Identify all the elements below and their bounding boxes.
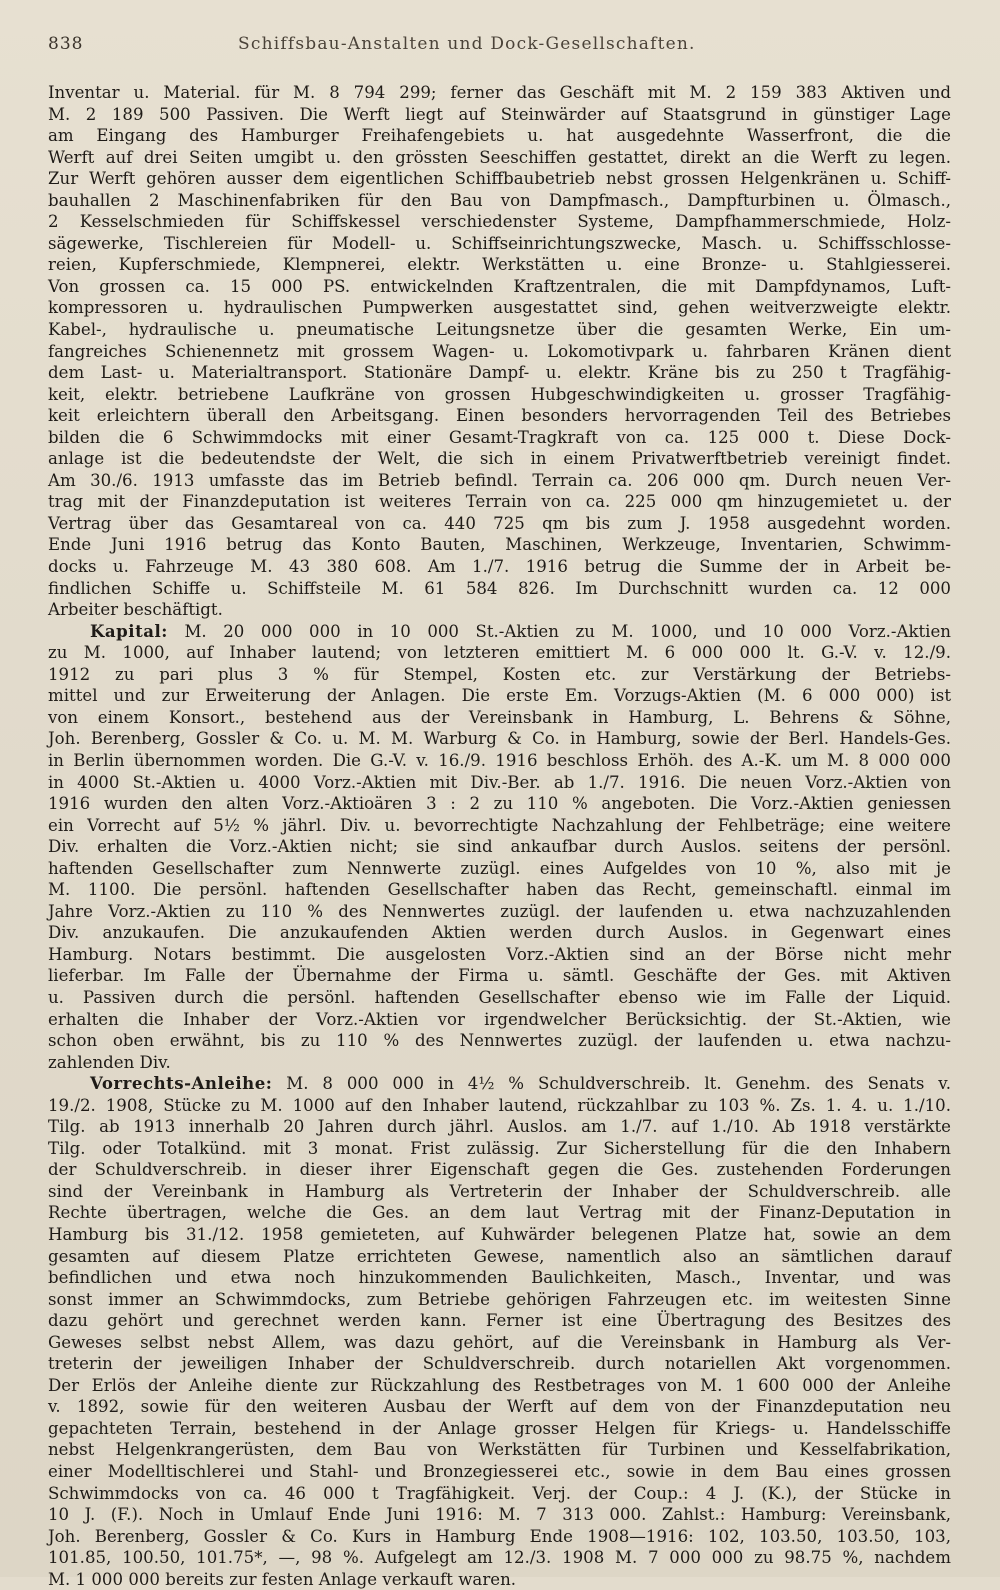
description-line: sägewerke, Tischlereien für Modell- u. Schiffseinrichtungszwecke, Masch. u. Schiffsschlosse- xyxy=(48,233,951,253)
anleihe-line: einer Modelltischlerei und Stahl- und Bronzegiesserei etc., sowie in dem Bau eines grossen xyxy=(48,1462,951,1481)
description-line: M. 2 189 500 Passiven. Die Werft liegt auf Steinwärder auf Staatsgrund in günstiger Lage xyxy=(48,104,951,124)
running-head: Schiffsbau-Anstalten und Dock-Gesellschaften. xyxy=(238,34,696,54)
kapital-line: M. 1100. Die persönl. haftenden Gesellschafter haben das Recht, gemeinschaftl. einmal im xyxy=(48,880,951,900)
anleihe-line: Tilg. ab 1913 innerhalb 20 Jahren durch jährl. Auslos. am 1./7. auf 1./10. Ab 1918 verstärkte xyxy=(48,1117,951,1137)
description-line: Inventar u. Material. für M. 8 794 299; ferner das Geschäft mit M. 2 159 383 Aktiven und xyxy=(48,83,951,102)
anleihe-line: Der Erlös der Anleihe diente zur Rückzahlung des Restbetrages von M. 1 600 000 der Anleihe xyxy=(48,1375,951,1395)
description-line: Vertrag über das Gesamtareal von ca. 440 725 qm bis zum J. 1958 ausgedehnt worden. xyxy=(48,513,951,533)
description-line: Arbeiter beschäftigt. xyxy=(48,600,223,620)
kapital-first-line-text: M. 20 000 000 in 10 000 St.-Aktien zu M. 1000, und 10 000 Vorz.-Aktien xyxy=(167,621,951,641)
description-line: kompressoren u. hydraulischen Pumpwerken ausgestattet sind, gehen weitverzweigte elektr. xyxy=(48,298,951,318)
description-line: reien, Kupferschmiede, Klempnerei, elektr. Werkstätten u. eine Bronze- u. Stahlgiesserei. xyxy=(48,255,951,275)
anleihe-line: Schwimmdocks von ca. 46 000 t Tragfähigkeit. Verj. der Coup.: 4 J. (K.), der Stücke in xyxy=(48,1483,951,1503)
description-line: Ende Juni 1916 betrug das Konto Bauten, Maschinen, Werkzeuge, Inventarien, Schwimm- xyxy=(48,535,951,555)
kapital-line: haftenden Gesellschafter zum Nennwerte zuzügl. eines Aufgeldes von 10 %, also mit je xyxy=(48,858,951,878)
anleihe-line: Tilg. oder Totalkünd. mit 3 monat. Frist zulässig. Zur Sicherstellung für die den Inhabern xyxy=(48,1138,951,1158)
description-line: keit, elektr. betriebene Laufkräne von grossen Hubgeschwindigkeiten u. grosser Tragfähig- xyxy=(48,384,951,404)
anleihe-line: Joh. Berenberg, Gossler & Co. Kurs in Hamburg Ende 1908—1916: 102, 103.50, 103.50, 103, xyxy=(48,1526,951,1546)
anleihe-first-line xyxy=(48,1073,951,1095)
anleihe-line: sonst immer an Schwimmdocks, zum Betriebe gehörigen Fahrzeugen etc. im weitesten Sinne xyxy=(48,1289,951,1309)
description-line: Kabel-, hydraulische u. pneumatische Leitungsnetze über die gesamten Werke, Ein um- xyxy=(48,320,951,340)
description-line: trag mit der Finanzdeputation ist weiteres Terrain von ca. 225 000 qm hinzugemietet u. der xyxy=(48,492,951,512)
kapital-line: Hamburg. Notars bestimmt. Die ausgelosten Vorz.-Aktien sind an der Börse nicht mehr xyxy=(48,944,951,964)
kapital-line: erhalten die Inhaber der Vorz.-Aktien vor irgendwelcher Berücksichtig. der St.-Aktien, wie xyxy=(48,1009,951,1029)
kapital-line: ein Vorrecht auf 5½ % jährl. Div. u. bevorrechtigte Nachzahlung der Fehlbeträge; eine weitere xyxy=(48,815,951,835)
anleihe-line: v. 1892, sowie für den weiteren Ausbau der Werft auf dem von der Finanzdeputation neu xyxy=(48,1397,951,1417)
description-line: findlichen Schiffe u. Schiffsteile M. 61 584 826. Im Durchschnitt wurden ca. 12 000 xyxy=(48,578,951,598)
description-line: dem Last- u. Materialtransport. Stationäre Dampf- u. elektr. Kräne bis zu 250 t Tragfähig- xyxy=(48,363,951,383)
description-line: Am 30./6. 1913 umfasste das im Betrieb befindl. Terrain ca. 206 000 qm. Durch neuen Ver- xyxy=(48,470,951,490)
anleihe-line: sind der Vereinbank in Hamburg als Vertreterin der Inhaber der Schuldverschreib. alle xyxy=(48,1181,951,1201)
description-line: fangreiches Schienennetz mit grossem Wagen- u. Lokomotivpark u. fahrbaren Kränen dient xyxy=(48,341,951,361)
anleihe-line: der Schuldverschreib. in dieser ihrer Eigenschaft gegen die Ges. zustehenden Forderungen xyxy=(48,1160,951,1180)
description-line: anlage ist die bedeutendste der Welt, die sich in einem Privatwerftbetrieb vereinigt findet. xyxy=(48,449,951,469)
kapital-line: in 4000 St.-Aktien u. 4000 Vorz.-Aktien mit Div.-Ber. ab 1./7. 1916. Die neuen Vorz.-Aktien von xyxy=(48,772,951,792)
anleihe-line: befindlichen und etwa noch hinzukommenden Baulichkeiten, Masch., Inventar, und was xyxy=(48,1268,951,1288)
kapital-line: u. Passiven durch die persönl. haftenden Gesellschafter ebenso wie im Falle der Liquid. xyxy=(48,987,951,1007)
anleihe-line: gesamten auf diesem Platze errichteten Gewese, namentlich also an sämtlichen darauf xyxy=(48,1246,951,1266)
description-line: am Eingang des Hamburger Freihafengebiets u. hat ausgedehnte Wasserfront, die die xyxy=(48,126,951,146)
kapital-line: zahlenden Div. xyxy=(48,1052,171,1072)
description-line: bauhallen 2 Maschinenfabriken für den Bau von Dampfmasch., Dampfturbinen u. Ölmasch., xyxy=(48,190,951,210)
anleihe-line: gepachteten Terrain, bestehend in der Anlage grosser Helgen für Kriegs- u. Handelsschiffe xyxy=(48,1418,951,1438)
kapital-line: von einem Konsort., bestehend aus der Vereinsbank in Hamburg, L. Behrens & Söhne, xyxy=(48,707,951,727)
anleihe-line: Hamburg bis 31./12. 1958 gemieteten, auf Kuhwärder belegenen Platze hat, sowie an dem xyxy=(48,1224,951,1244)
kapital-line: in Berlin übernommen worden. Die G.-V. v. 16./9. 1916 beschloss Erhöh. des A.-K. um M. 8 000 000 xyxy=(48,750,951,770)
anleihe-line: Geweses selbst nebst Allem, was dazu gehört, auf die Vereinsbank in Hamburg als Ver- xyxy=(48,1332,951,1352)
description-line: Zur Werft gehören ausser dem eigentlichen Schiffbaubetrieb nebst grossen Helgenkränen u. Schiff- xyxy=(48,169,951,189)
kapital-line: 1912 zu pari plus 3 % für Stempel, Kosten etc. zur Verstärkung der Betriebs- xyxy=(48,664,951,684)
anleihe-line: 10 J. (F.). Noch in Umlauf Ende Juni 1916: M. 7 313 000. Zahlst.: Hamburg: Vereinsbank, xyxy=(48,1505,951,1525)
description-line: docks u. Fahrzeuge M. 43 380 608. Am 1./7. 1916 betrug die Summe der in Arbeit be- xyxy=(48,557,951,577)
description-line: Von grossen ca. 15 000 PS. entwickelnden Kraftzentralen, die mit Dampfdynamos, Luft- xyxy=(48,276,951,296)
anleihe-line: nebst Helgenkrangerüsten, dem Bau von Werkstätten für Turbinen und Kesselfabrikation, xyxy=(48,1440,951,1460)
kapital-line: schon oben erwähnt, bis zu 110 % des Nennwertes zuzügl. der laufenden u. etwa nachzu- xyxy=(48,1031,951,1051)
paragraph-vorrechts-anleihe xyxy=(48,1073,951,1590)
anleihe-line: 19./2. 1908, Stücke zu M. 1000 auf den Inhaber lautend, rückzahlbar zu 103 %. Zs. 1. 4. u. 1./10. xyxy=(48,1095,951,1115)
description-line: bilden die 6 Schwimmdocks mit einer Gesamt-Tragkraft von ca. 125 000 t. Diese Dock- xyxy=(48,427,951,447)
description-line: keit erleichtern überall den Arbeitsgang. Einen besonders hervorragenden Teil des Betriebes xyxy=(48,406,951,426)
anleihe-line: 101.85, 100.50, 101.75*, —, 98 %. Aufgelegt am 12./3. 1908 M. 7 000 000 zu 98.75 %, nachdem xyxy=(48,1548,951,1568)
kapital-label: Kapital: xyxy=(90,620,168,641)
paragraph-kapital xyxy=(48,621,951,1073)
kapital-line: zu M. 1000, auf Inhaber lautend; von letzteren emittiert M. 6 000 000 lt. G.-V. v. 12./9. xyxy=(48,643,951,663)
kapital-line: lieferbar. Im Falle der Übernahme der Firma u. sämtl. Geschäfte der Ges. mit Aktiven xyxy=(48,966,951,986)
anleihe-line: M. 1 000 000 bereits zur festen Anlage verkauft waren. xyxy=(48,1569,517,1589)
kapital-line: Joh. Berenberg, Gossler & Co. u. M. M. Warburg & Co. in Hamburg, sowie der Berl. Handels-Ges. xyxy=(48,729,951,749)
kapital-line: Jahre Vorz.-Aktien zu 110 % des Nennwertes zuzügl. der laufenden u. etwa nachzuzahlenden xyxy=(48,901,951,921)
paragraph-company-description xyxy=(48,82,951,621)
description-line: Werft auf drei Seiten umgibt u. den grössten Seeschiffen gestattet, direkt an die Werft zu legen. xyxy=(48,147,951,167)
anleihe-line: Rechte übertragen, welche die Ges. an dem laut Vertrag mit der Finanz-Deputation in xyxy=(48,1203,951,1223)
anleihe-line: dazu gehört und gerechnet werden kann. Ferner ist eine Übertragung des Besitzes des xyxy=(48,1311,951,1331)
page-header xyxy=(48,34,952,54)
description-line: 2 Kesselschmieden für Schiffskessel verschiedenster Systeme, Dampfhammerschmiede, Holz- xyxy=(48,212,951,232)
body-text xyxy=(48,82,951,1590)
kapital-line: 1916 wurden den alten Vorz.-Aktioären 3 : 2 zu 110 % angeboten. Die Vorz.-Aktien geniessen xyxy=(48,794,951,814)
kapital-line: Div. anzukaufen. Die anzukaufenden Aktien werden durch Auslos. in Gegenwart eines xyxy=(48,923,951,943)
kapital-line: Div. erhalten die Vorz.-Aktien nicht; sie sind ankaufbar durch Auslos. seitens der persönl. xyxy=(48,837,951,857)
anleihe-first-line-text: M. 8 000 000 in 4½ % Schuldverschreib. lt. Genehm. des Senats v. xyxy=(272,1074,951,1094)
page-number: 838 xyxy=(48,34,84,54)
anleihe-line: treterin der jeweiligen Inhaber der Schuldverschreib. durch notariellen Akt vorgenommen. xyxy=(48,1354,951,1374)
anleihe-label: Vorrechts-Anleihe: xyxy=(90,1073,273,1094)
kapital-first-line xyxy=(48,621,951,643)
kapital-line: mittel und zur Erweiterung der Anlagen. Die erste Em. Vorzugs-Aktien (M. 6 000 000) ist xyxy=(48,686,951,706)
